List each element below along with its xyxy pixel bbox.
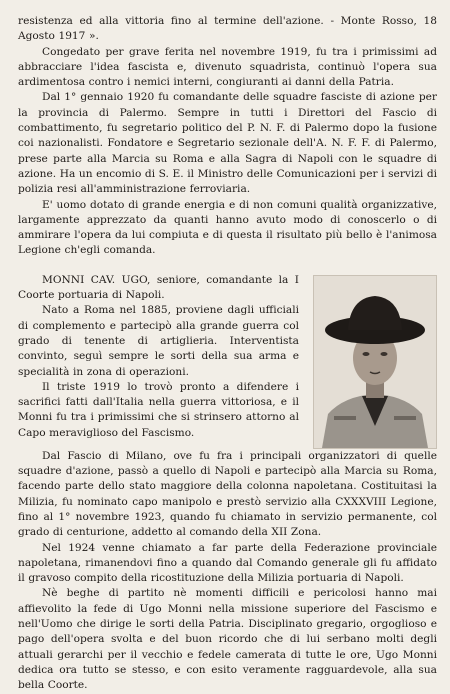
paragraph-bottom-2: Nel 1924 venne chiamato a far parte della Federazione provinciale napoletana, rimanendovi fino a quando dal Comando generale gli fu affidato il gravoso compito della ricostituzione della Milizia portuaria di Napoli. <box>18 541 437 585</box>
paragraph-1: resistenza ed alla vittoria fino al termine dell'azione. - Monte Rosso, 18 Agosto 1917 ». <box>18 15 437 43</box>
headline-name: MONNI <box>42 273 85 286</box>
paragraph-3: Dal 1° gennaio 1920 fu comandante delle squadre fasciste di azione per la provincia di Palermo. Sempre in tutti i Direttori del Fascio di combattimento, fu segretario politico del P. N. F. di Palermo dopo la fusione coi nazionalisti. Fondatore e Segretario sezionale dell'A. N. F. F. di Palermo, prese parte alla Marcia su Roma e alla Sagra di Napoli con le squadre di azione. Ha un encomio di S. E. il Ministro delle Comunicazioni per i servizi di polizia resi all'amministrazione ferroviaria. <box>18 91 437 196</box>
biography-side-text <box>18 273 313 441</box>
portrait-photo <box>313 275 437 449</box>
paragraph-bottom-3: Nè beghe di partito nè momenti difficili e pericolosi hanno mai affievolito la fede di Ugo Monni nella missione superiore del Fascismo e nell'Uomo che dirige le sorti della Patria. Disciplinato gregario, orgoglioso e pago dell'opera svolta e del buon ricordo che di lui serbano molti degli attuali gerarchi per il vecchio e fedele camerata di tutte le ore, Ugo Monni dedica ora tutto se stesso, e con esito veramente ragguardevole, alla sua bella Coorte. <box>18 587 437 692</box>
biography-block <box>18 273 437 449</box>
paragraph-2: Congedato per grave ferita nel novembre 1919, fu tra i primissimi ad abbracciare l'idea fascista e, divenuto squadrista, continuò l'opera sua ardimentosa contro i nemici interni, congiuranti ai danni della Patria. <box>18 45 437 89</box>
paragraph-bottom-1: Dal Fascio di Milano, ove fu fra i principali organizzatori di quelle squadre d'azione, passò a quello di Napoli e partecipò alla Marcia su Roma, facendo parte dello stato maggiore della colonna napoletana. Costituitasi la Milizia, fu nominato capo manipolo e prestò servizio alla CXXXVIII Legione, fino al 1° novembre 1923, quando fu chiamato in servizio permanente, col grado di centurione, addetto al comando della XII Zona. <box>18 449 437 539</box>
paragraph-4: E' uomo dotato di grande energia e di non comuni qualità organizzative, largamente apprezzato da quanti hanno avuto modo di conoscerlo o di ammirare l'opera da lui compiuta e di questa il risultato più bello è l'animosa Legione ch'egli comanda. <box>18 198 437 257</box>
paragraph-side-1: Nato a Roma nel 1885, proviene dagli ufficiali di complemento e partecipò alla grande guerra col grado di tenente di artiglieria. Interventista convinto, seguì sempre le sorti della sua arma e specialità in zona di operazioni. <box>18 304 299 378</box>
portrait-illustration <box>314 276 436 448</box>
headline-rest: UGO, seniore, comandante la I Coorte portuaria di Napoli. <box>18 273 299 302</box>
headline-title: CAV. <box>90 273 116 286</box>
biography-headline <box>18 273 299 304</box>
section-gap <box>18 259 437 273</box>
paragraph-side-2: Il triste 1919 lo trovò pronto a difendere i sacrifici fatti dall'Italia nella guerra vittoriosa, e il Monni fu tra i primissimi che si strinsero attorno al Capo meraviglioso del Fascismo. <box>18 380 299 439</box>
